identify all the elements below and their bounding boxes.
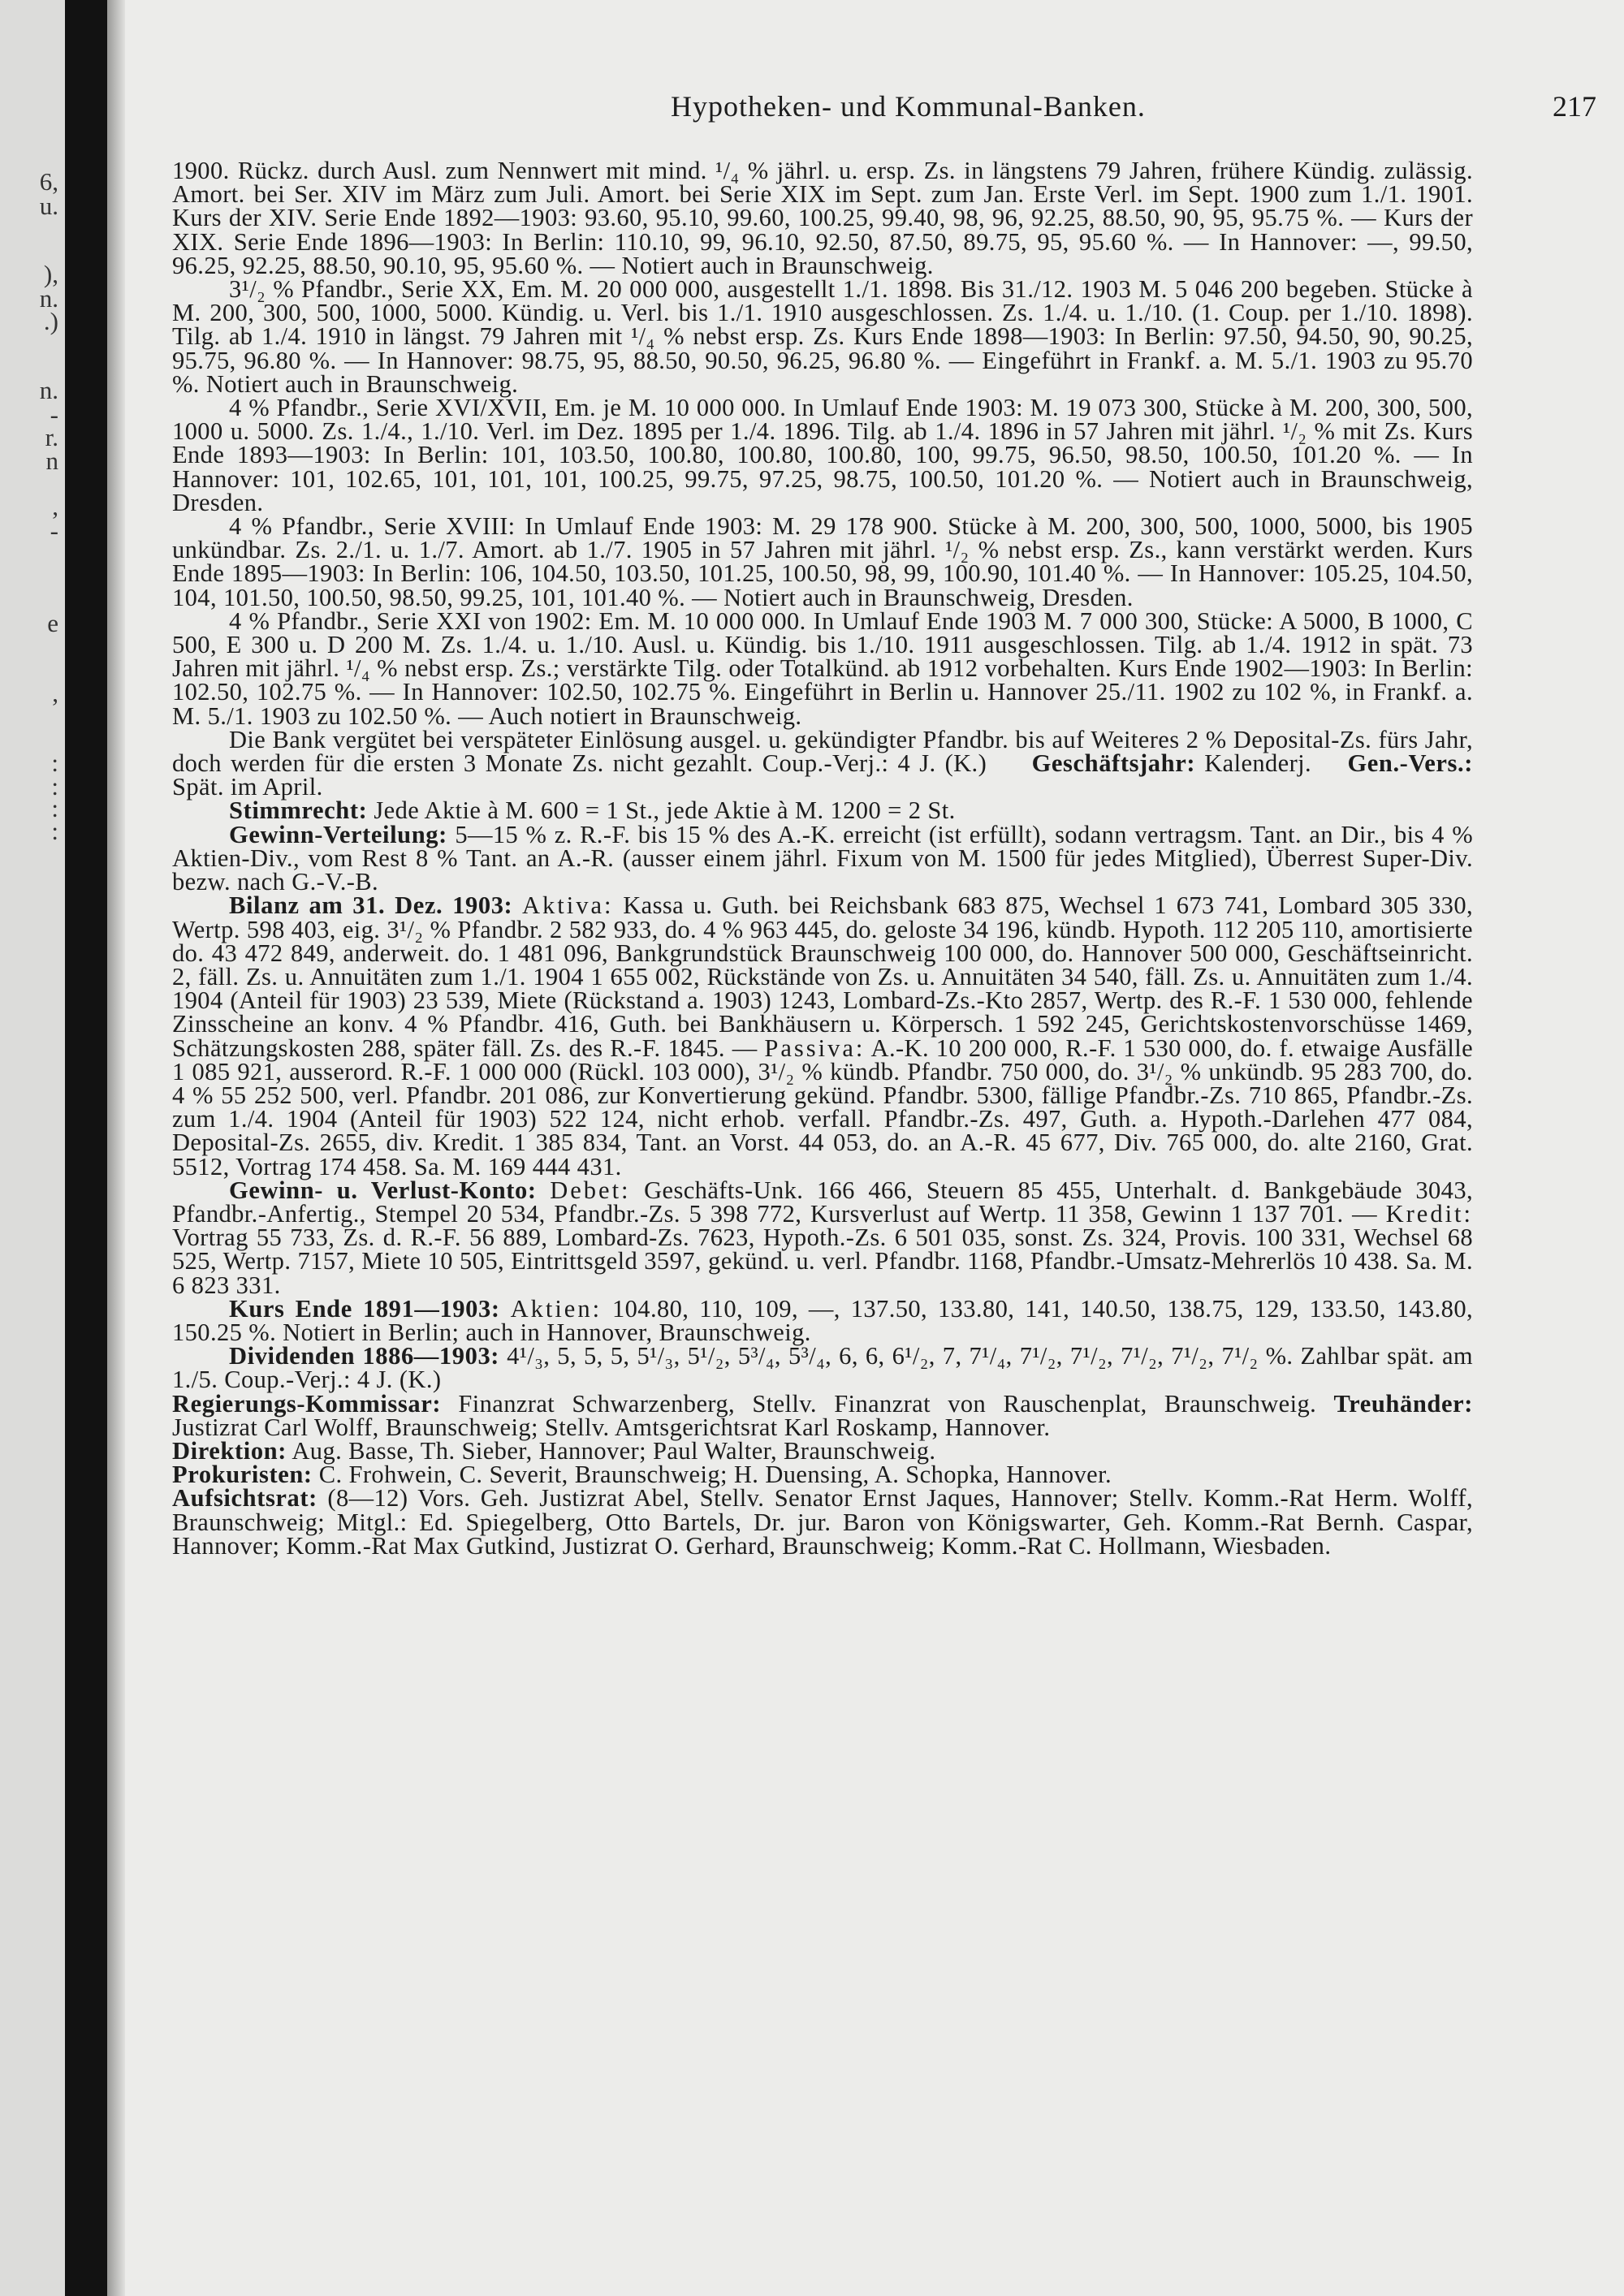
paragraph-text: 4 % Pfandbr., Serie XVI/XVII, Em. je M. 10 000 000. In Umlauf Ende 1903: M. 19 073 300, Stücke à M. 200, 300, 500, 1000 u. 5000. Zs. 1./4., 1./10. Verl. im Dez. 1895 per 1./4. 1896. Tilg. ab 1./4. 1896 in 57 Jahren mit jährl. ¹/₂ % mit Zs. Kurs Ende 1893—1903: In Berlin: 101, 103.50, 100.80, 100.80, 100.80, 100, 99.75, 96.50, 98.50, 100.50, 101.20 %. — In Hannover: 101, 102.65, 101, 101, 101, 100.25, 99.75, 97.25, 98.75, 100.50, 101.20 %. — Notiert auch in Braunschweig, Dresden. (172, 394, 1473, 516)
facing-page-edge (0, 0, 65, 2296)
book-binding-shadow (65, 0, 107, 2296)
stimmrecht-value: Jede Aktie à M. 600 = 1 St., jede Aktie à M. 1200 = 2 St. (374, 796, 956, 825)
direktion-value: Aug. Basse, Th. Sieber, Hannover; Paul Walter, Braunschweig. (292, 1436, 936, 1465)
dividenden-label: Dividenden 1886—1903: (229, 1342, 500, 1370)
treuhaender-value: Justizrat Carl Wolff, Braunschweig; Stellv. Amtsgerichtsrat Karl Roskamp, Hannover. (172, 1413, 1051, 1441)
debet-value: Geschäfts-Unk. 166 466, Steuern 85 455, Unterhalt. d. Bankgebäude 3043, Pfandbr.-Anfertig., Stempel 20 534, Pfandbr.-Zs. 5 398 772, Kursverlust auf Wertp. 11 358, Gewinn 1 137 701. — (172, 1176, 1474, 1228)
gen-vers-label: Gen.-Vers.: (1347, 749, 1473, 778)
paragraph-stimmrecht (172, 796, 1473, 825)
paragraph-pfandbr-serie-xxi (172, 606, 1473, 730)
geschaeftsjahr-label: Geschäftsjahr: (1031, 749, 1196, 778)
regierungs-kommissar-label: Regierungs-Kommissar: (172, 1389, 442, 1418)
aktien-label: Aktien: (510, 1294, 603, 1323)
paragraph-pfandbr-serie-xvi-xvii (172, 396, 1473, 515)
paragraph-text: 4 % Pfandbr., Serie XXI von 1902: Em. M. 10 000 000. In Umlauf Ende 1903 M. 7 000 300, Stücke: A 5000, B 1000, C 500, E 300 u. D 200 M. Zs. 1./4. u. 1./10. Ausl. u. Kündig. bis 1./10. 1911 ausgeschlossen. Tilg. ab 1./4. 1912 in spät. 73 Jahren mit jährl. ¹/₄ % nebst ersp. Zs.; verstärkte Tilg. oder Totalkünd. ab 1912 vorbehalten. Kurs Ende 1902—1903: In Berlin: 102.50, 102.75 %. — In Hannover: 102.50, 102.75 %. Eingeführt in Berlin u. Hannover 25./11. 1902 zu 102 %, in Frankf. a. M. 5./1. 1903 zu 102.50 %. — Auch notiert in Braunschweig. (172, 606, 1473, 730)
paragraph-text: 3¹/₂ % Pfandbr., Serie XX, Em. M. 20 000 000, ausgestellt 1./1. 1898. Bis 31./12. 1903 M. 5 046 200 begeben. Stücke à M. 200, 300, 500, 1000, 5000. Kündig. u. Verl. bis 1./1. 1910 ausgeschlossen. Zs. 1./4. u. 1./10. (1. Coup. per 1./10. 1898). Tilg. ab 1./4. 1910 in längst. 79 Jahren mit ¹/₄ % nebst ersp. Zs. Kurs Ende 1898—1903: In Berlin: 97.50, 94.50, 90, 90.25, 95.75, 96.80 %. — In Hannover: 98.75, 95, 88.50, 90.50, 96.25, 96.80 %. — Eingeführt in Frankf. a. M. 5./1. 1903 zu 95.70 %. Notiert auch in Braunschweig. (172, 275, 1473, 398)
prokuristen-value: C. Frohwein, C. Severit, Braunschweig; H. Duensing, A. Schopka, Hannover. (318, 1461, 1112, 1489)
aktiva-label: Aktiva: (522, 891, 614, 920)
direktion-label: Direktion: (172, 1436, 287, 1465)
kredit-value: Vortrag 55 733, Zs. d. R.-F. 56 889, Lombard-Zs. 7623, Hypoth.-Zs. 6 501 035, sonst. Zs. 324, Provis. 100 331, Wechsel 68 525, Wertp. 7157, Miete 10 505, Eintrittsgeld 3597, gekünd. u. verl. Pfandbr. 1168, Pfandbr.-Umsatz-Mehrerlös 10 438. Sa. M. 6 823 331. (172, 1224, 1473, 1299)
bilanz-label: Bilanz am 31. Dez. 1903: (229, 891, 513, 920)
facing-fragment: n (45, 447, 58, 475)
facing-fragment: r. (45, 423, 58, 451)
paragraph-einloesung (172, 725, 1473, 801)
prokuristen-label: Prokuristen: (172, 1461, 313, 1489)
facing-fragment: u. (39, 192, 58, 220)
paragraph-prokuristen (172, 1463, 1473, 1487)
body-text (172, 159, 1473, 1558)
regierungs-kommissar-value: Finanzrat Schwarzenberg, Stellv. Finanzrat von Rauschenplat, Braunschweig. (458, 1389, 1317, 1418)
kredit-label: Kredit: (1385, 1199, 1473, 1228)
aufsichtsrat-label: Aufsichtsrat: (172, 1484, 317, 1513)
facing-fragment: .) (43, 307, 58, 335)
paragraph-bilanz (172, 891, 1474, 1180)
facing-fragment: n. (39, 376, 58, 404)
paragraph-text: 4 % Pfandbr., Serie XVIII: In Umlauf Ende 1903: M. 29 178 900. Stücke à M. 200, 300, 500, 1000, 5000, bis 1905 unkündbar. Zs. 2./1. u. 1./7. Amort. ab 1./7. 1905 in 57 Jahren mit jährl. ¹/₂ % nebst ersp. Zs., kann verstärkt werden. Kurs Ende 1895—1903: In Berlin: 106, 104.50, 103.50, 101.25, 100.50, 98, 99, 100.90, 101.40 %. — In Hannover: 105.25, 104.50, 104, 101.50, 100.50, 98.50, 99.25, 101, 101.40 %. — Notiert auch in Braunschweig, Dresden. (172, 512, 1473, 611)
paragraph-direktion (172, 1436, 1473, 1465)
geschaeftsjahr-value: Kalenderj. (1204, 749, 1312, 778)
gewinn-verteilung-value: 5—15 % z. R.-F. bis 15 % des A.-K. erreicht (ist erfüllt), sodann vertragsm. Tant. an Dir., bis 4 % Aktien-Div., vom Rest 8 % Tant. an A.-R. (ausser einem jährl. Fixum von M. 1500 für jedes Mitglied), Überrest Super-Div. bezw. nach G.-V.-B. (172, 820, 1474, 896)
paragraph-aufsichtsrat (172, 1484, 1473, 1560)
facing-fragment: : (51, 749, 58, 777)
paragraph-kurs (172, 1294, 1474, 1346)
paragraph-amortisation (172, 159, 1473, 278)
treuhaender-label: Treuhänder: (1333, 1389, 1473, 1418)
stimmrecht-label: Stimmrecht: (229, 796, 368, 825)
gv-konto-label: Gewinn- u. Verlust-Konto: (229, 1176, 537, 1204)
paragraph-gewinn-verteilung (172, 820, 1474, 896)
facing-fragment: - (50, 400, 58, 429)
paragraph-text: 1900. Rückz. durch Ausl. zum Nennwert mit mind. ¹/₄ % jährl. u. ersp. Zs. in längstens 79 Jahren, frühere Kündig. zulässig. Amort. bei Ser. XIV im März zum Juli. Amort. bei Serie XIX im Sept. zum Jan. Erste Verl. im Sept. 1900 zum 1./1. 1901. Kurs der XIV. Serie Ende 1892—1903: 93.60, 95.10, 99.60, 100.25, 99.40, 98, 96, 92.25, 88.50, 90, 95, 95.75 %. — Kurs der XIX. Serie Ende 1896—1903: In Berlin: 110.10, 99, 96.10, 92.50, 87.50, 89.75, 95, 95.60 %. — In Hannover: —, 99.50, 96.25, 92.25, 88.50, 90.10, 95, 95.60 %. — Notiert auch in Braunschweig. (172, 157, 1473, 279)
paragraph-text: Die Bank vergütet bei verspäteter Einlösung ausgel. u. gekündigter Pfandbr. bis auf Weiteres 2 % Deposital-Zs. fürs Jahr, doch werden für die ersten 3 Monate Zs. nicht gezahlt. Coup.-Verj.: 4 J. (K.) (172, 725, 1473, 778)
paragraph-pfandbr-serie-xviii (172, 512, 1473, 611)
facing-fragment: n. (39, 284, 58, 313)
paragraph-dividenden (172, 1344, 1473, 1392)
facing-fragment: : (51, 772, 58, 801)
facing-fragment: - (50, 516, 58, 545)
aktiva-value: Kassa u. Guth. bei Reichsbank 683 875, Wechsel 1 673 741, Lombard 305 330, Wertp. 598 403, eig. 3¹/₂ % Pfandbr. 2 582 933, do. 4 % 963 445, do. geloste 34 196, kündb. Hypoth. 112 205 110, amortisierte do. 43 472 849, anderweit. do. 1 481 096, Bankgrundstück Braunschweig 100 000, do. Hannover 500 000, Geschäftseinricht. 2, fäll. Zs. u. Annuitäten zum 1./1. 1904 1 655 002, Rückstände von Zs. u. Annuitäten 34 540, fäll. Zs. u. Annuitäten zum 1./4. 1904 (Anteil für 1903) 23 539, Miete (Rückstand a. 1903) 1243, Lombard-Zs.-Kto 2857, Wertp. des R.-F. 1 530 000, fehlende Zinsscheine an konv. 4 % Pfandbr. 416, Guth. bei Bankhäusern u. Körpersch. 1 592 245, Gerichtskostenvorschüsse 1469, Schätzungskosten 288, später fäll. Zs. des R.-F. 1845. — (172, 891, 1473, 1062)
facing-fragment: : (51, 817, 58, 845)
facing-fragment: , (52, 492, 58, 520)
kurs-label: Kurs Ende 1891—1903: (229, 1294, 500, 1323)
aufsichtsrat-value: (8—12) Vors. Geh. Justizrat Abel, Stellv. Senator Ernst Jaques, Hannover; Stellv. Komm.-Rat Herm. Wolff, Braunschweig; Mitgl.: Ed. Spiegelberg, Otto Bartels, Dr. jur. Baron von Königswarter, Geh. Komm.-Rat Bernh. Caspar, Hannover; Komm.-Rat Max Gutkind, Justizrat O. Gerhard, Braunschweig; Komm.-Rat C. Hollmann, Wiesbaden. (172, 1484, 1473, 1560)
dividenden-value: 4¹/₃, 5, 5, 5, 5¹/₃, 5¹/₂, 5³/₄, 5³/₄, 6, 6, 6¹/₂, 7, 7¹/₄, 7¹/₂, 7¹/₂, 7¹/₂, 7¹/₂, 7¹/₂ %. Zahlbar spät. am 1./5. Coup.-Verj.: 4 J. (K.) (172, 1342, 1474, 1394)
facing-fragment: , (52, 679, 58, 707)
gewinn-verteilung-label: Gewinn-Verteilung: (229, 820, 447, 848)
gen-vers-value: Spät. im April. (172, 773, 323, 801)
paragraph-pfandbr-serie-xx (172, 275, 1473, 398)
running-head (541, 89, 1596, 130)
page-number: 217 (1553, 90, 1596, 123)
section-title: Hypotheken- und Kommunal-Banken. (671, 90, 1146, 123)
passiva-value: A.-K. 10 200 000, R.-F. 1 530 000, do. f. etwaige Ausfälle 1 085 921, ausserord. R.-F. 1 000 000 (Rückl. 103 000), 3¹/₂ % kündb. Pfandbr. 750 000, do. 3¹/₂ % unkündb. 95 283 700, do. 4 % 55 252 500, verl. Pfandbr. 201 086, zur Konvertierung gekünd. Pfandbr. 5300, fällige Pfandbr.-Zs. 710 865, Pfandbr.-Zs. zum 1./4. 1904 (Anteil für 1903) 522 124, nicht erhob. verfall. Pfandbr.-Zs. 497, Guth. a. Hypoth.-Darlehen 477 084, Deposital-Zs. 2655, div. Kredit. 1 385 834, Tant. an Vorst. 44 053, do. an A.-R. 45 677, Div. 765 000, do. alte 2160, Grat. 5512, Vortrag 174 458. Sa. M. 169 444 431. (172, 1034, 1474, 1180)
page-gutter (107, 0, 125, 2296)
facing-fragment: : (51, 794, 58, 822)
facing-fragment: ), (43, 260, 58, 288)
kurs-value: 104.80, 110, 109, —, 137.50, 133.80, 141, 140.50, 138.75, 129, 133.50, 143.80, 150.25 %. Notiert in Berlin; auch in Hannover, Braunschweig. (172, 1294, 1474, 1346)
facing-fragment: 6, (39, 167, 58, 196)
debet-label: Debet: (550, 1176, 631, 1204)
paragraph-regierungs-kommissar (172, 1389, 1473, 1441)
passiva-label: Passiva: (764, 1034, 866, 1062)
facing-fragment: e (47, 609, 58, 637)
paragraph-gewinn-verlust-konto (172, 1176, 1474, 1299)
